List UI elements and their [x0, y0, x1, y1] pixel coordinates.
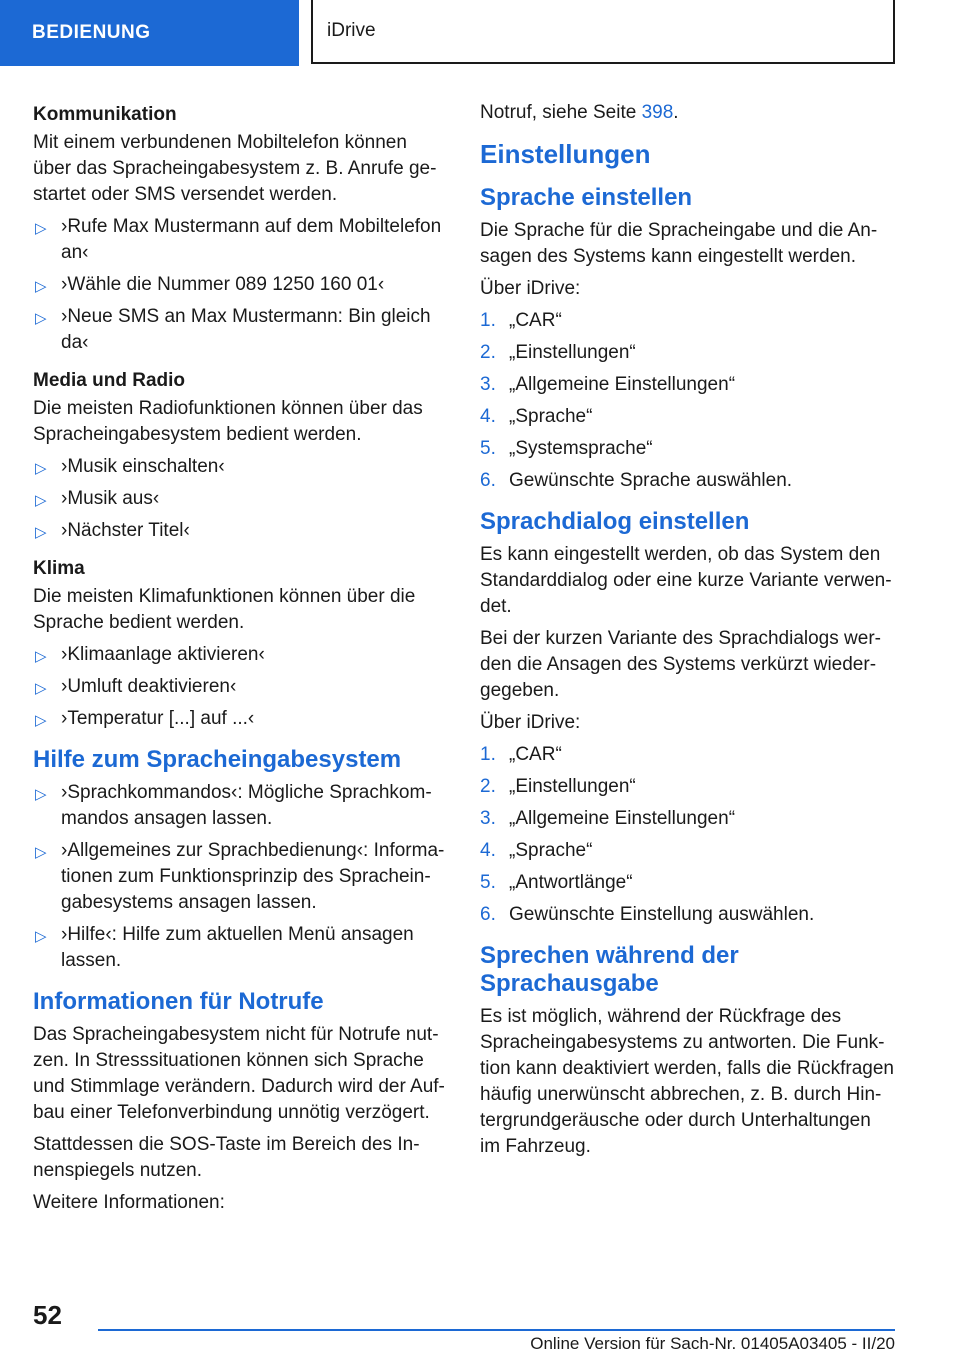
heading-sprechen: Sprechen während der Sprachausgabe — [480, 942, 739, 997]
step-item: 3. „Allgemeine Einstellungen“ — [480, 808, 736, 829]
list-item: ▷ ›Rufe Max Mustermann auf dem Mobiltelefon an‹ — [35, 216, 442, 263]
step-item: 1. „CAR“ — [480, 310, 562, 331]
section-klima — [33, 554, 448, 732]
step-item: 4. „Sprache“ — [480, 840, 593, 861]
page-header — [0, 0, 960, 66]
heading-dialog: Sprachdialog einstellen — [480, 508, 750, 535]
footer-divider — [98, 1329, 895, 1331]
list-item: ▷ ›Neue SMS an Max Mustermann: Bin gleich da‹ — [35, 306, 431, 353]
kommunikation-list — [33, 214, 448, 356]
step-item: 2. „Einstellungen“ — [480, 776, 636, 797]
section-dialog — [480, 508, 895, 928]
step-item: 5. „Systemsprache“ — [480, 438, 653, 459]
klima-list — [33, 642, 448, 732]
list-item: ▷ ›Allgemeines zur Sprachbedienung‹: Informationen zum Funktionsprinzip des Spracheingabesystems ansagen lassen. — [35, 840, 445, 913]
heading-sprache: Sprache einstellen — [480, 184, 693, 211]
dialog-via: Über iDrive: — [480, 712, 581, 733]
section-sprache — [480, 184, 895, 494]
page-link-398[interactable]: 398 — [641, 102, 674, 123]
triangle-bullet-icon: ▷ — [35, 278, 47, 295]
chapter-label: iDrive — [311, 0, 895, 64]
list-item: ▷ ›Musik aus‹ — [33, 486, 448, 512]
kommunikation-text: Mit einem verbundenen Mobiltelefon können über das Spracheingabesystem z. B. Anrufe gestartet oder SMS versendet werden. — [33, 132, 437, 205]
notrufe-text-2: Stattdessen die SOS-Taste im Bereich des Innenspiegels nutzen. — [33, 1134, 420, 1181]
list-item: ▷ ›Umluft deaktivieren‹ — [33, 674, 448, 700]
step-item: 2. „Einstellungen“ — [480, 342, 636, 363]
subheading-media: Media und Radio — [33, 370, 185, 391]
dialog-text-2: Bei der kurzen Variante des Sprachdialogs werden die Ansagen des Systems verkürzt wiedergegeben. — [480, 628, 881, 701]
media-list — [33, 454, 448, 544]
step-item: 1. „CAR“ — [480, 744, 562, 765]
sprache-text: Die Sprache für die Spracheingabe und die Ansagen des Systems kann eingestellt werden. — [480, 220, 878, 267]
heading-hilfe: Hilfe zum Spracheingabesystem — [33, 746, 402, 773]
notrufe-text-1: Das Spracheingabesystem nicht für Notrufe nutzen. In Stresssituationen können sich Sprache und Stimmlage verändern. Dadurch wird der Aufbau einer Telefonverbindung unnötig verzögert. — [33, 1024, 445, 1123]
heading-einstellungen: Einstellungen — [480, 139, 651, 169]
hilfe-list — [33, 780, 448, 974]
triangle-bullet-icon: ▷ — [35, 460, 47, 477]
triangle-bullet-icon: ▷ — [35, 786, 47, 803]
list-item: ▷ ›Sprachkommandos‹: Mögliche Sprachkommandos ansagen lassen. — [35, 782, 432, 829]
page-number: 52 — [33, 1300, 62, 1330]
section-label: BEDIENUNG — [0, 0, 299, 66]
list-item: ▷ ›Hilfe‹: Hilfe zum aktuellen Menü ansagen lassen. — [35, 924, 414, 971]
section-media — [33, 366, 448, 544]
section-kommunikation — [33, 100, 448, 356]
list-item: ▷ ›Wähle die Nummer 089 1250 160 01‹ — [33, 272, 448, 298]
subheading-klima: Klima — [33, 558, 85, 579]
list-item: ▷ ›Nächster Titel‹ — [33, 518, 448, 544]
footer-online-version: Online Version für Sach-Nr. 01405A03405 - II/20 — [530, 1334, 895, 1353]
step-item: 6. Gewünschte Sprache auswählen. — [480, 470, 793, 491]
list-item: ▷ ›Musik einschalten‹ — [33, 454, 448, 480]
triangle-bullet-icon: ▷ — [35, 928, 47, 945]
triangle-bullet-icon: ▷ — [35, 680, 47, 697]
triangle-bullet-icon: ▷ — [35, 712, 47, 729]
sprechen-text: Es ist möglich, während der Rückfrage des Spracheingabesystems zu antworten. Die Funktion kann deaktiviert werden, falls die Rückfragen häufig unerwünscht abbrechen, z. B. durch Hintergrundgeräusche oder durch Unterhaltungen im Fahrzeug. — [480, 1006, 895, 1157]
klima-text: Die meisten Klimafunktionen können über die Sprache bedient werden. — [33, 586, 416, 633]
list-item: ▷ ›Klimaanlage aktivieren‹ — [33, 642, 448, 668]
notrufe-text-3: Weitere Informationen: — [33, 1192, 225, 1213]
list-item: ▷ ›Temperatur [...] auf ...‹ — [33, 706, 448, 732]
step-item: 5. „Antwortlänge“ — [480, 872, 633, 893]
media-text: Die meisten Radiofunktionen können über das Spracheingabesystem bedient werden. — [33, 398, 423, 445]
triangle-bullet-icon: ▷ — [35, 648, 47, 665]
triangle-bullet-icon: ▷ — [35, 524, 47, 541]
step-item: 3. „Allgemeine Einstellungen“ — [480, 374, 736, 395]
section-sprechen — [480, 942, 895, 1160]
subheading-kommunikation: Kommunikation — [33, 104, 177, 125]
right-column — [480, 100, 895, 1166]
section-notrufe — [33, 988, 448, 1216]
step-item: 6. Gewünschte Einstellung auswählen. — [480, 904, 815, 925]
sprache-steps — [480, 308, 895, 494]
dialog-steps — [480, 742, 895, 928]
sprache-via: Über iDrive: — [480, 278, 581, 299]
notruf-reference: Notruf, siehe Seite 398. — [480, 102, 679, 123]
triangle-bullet-icon: ▷ — [35, 220, 47, 237]
left-column — [33, 100, 448, 1222]
triangle-bullet-icon: ▷ — [35, 310, 47, 327]
section-hilfe — [33, 746, 448, 974]
step-item: 4. „Sprache“ — [480, 406, 593, 427]
heading-notrufe: Informationen für Notrufe — [33, 988, 324, 1015]
triangle-bullet-icon: ▷ — [35, 844, 47, 861]
triangle-bullet-icon: ▷ — [35, 492, 47, 509]
dialog-text-1: Es kann eingestellt werden, ob das System den Standarddialog oder eine kurze Variante verwendet. — [480, 544, 892, 617]
